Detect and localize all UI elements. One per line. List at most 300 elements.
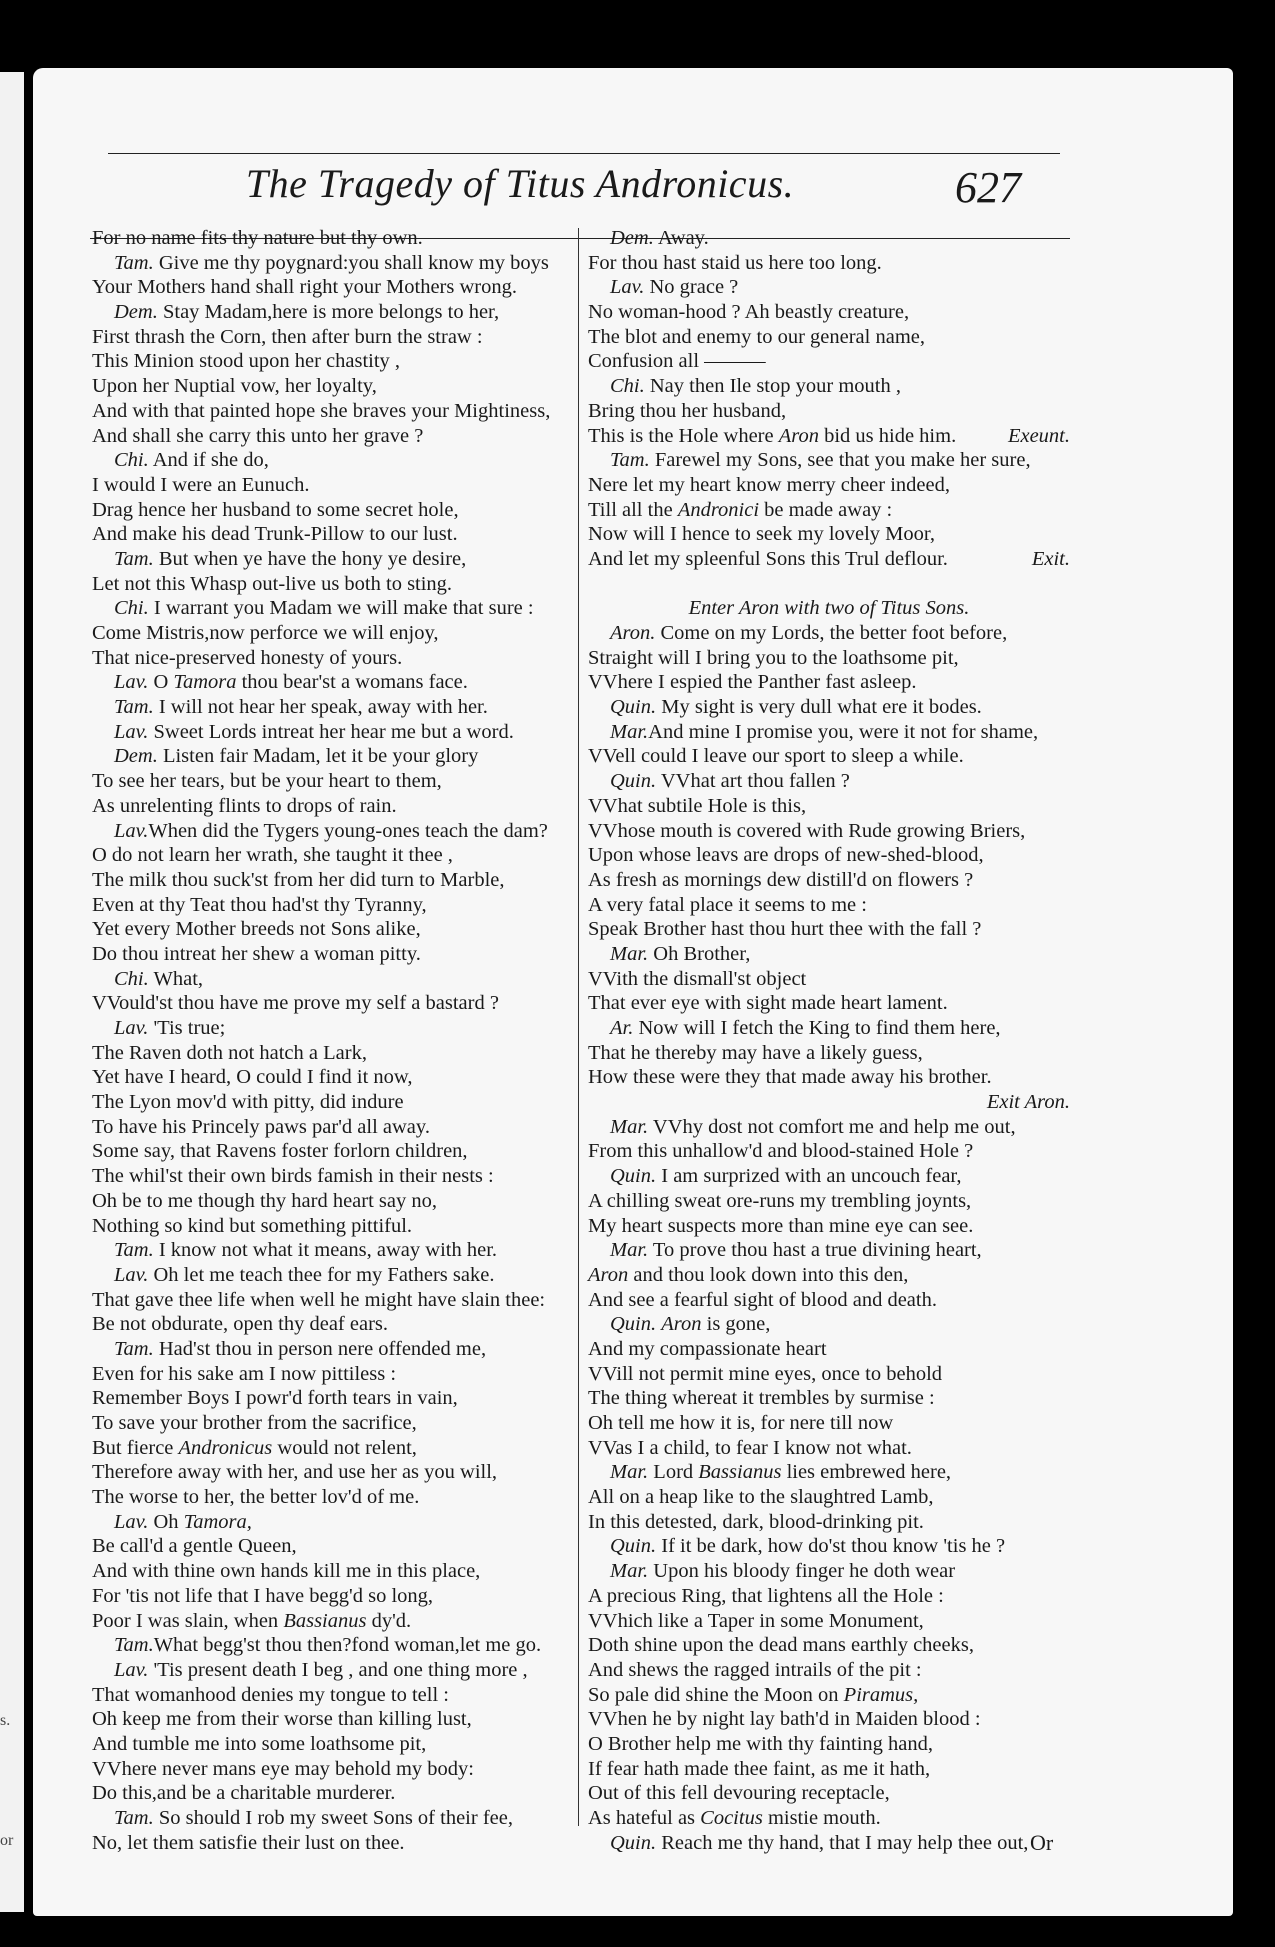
verse-text: Come on my Lords, the better foot before, [655,622,1008,644]
text-line [92,1757,572,1782]
verse-text: As hateful as [588,1807,701,1829]
verse-text: And with that painted hope she braves your Mightiness, [92,399,551,422]
verse-text: bid us hide him. [818,424,957,447]
text-line [92,275,572,300]
text-line [588,1189,1070,1214]
italic-name: Tamora [173,671,237,694]
verse-text: Upon his bloody finger he doth wear [648,1560,956,1583]
verse-text: I know not what it means, away with her. [153,1239,498,1262]
verse-text: Oh Brother, [648,942,751,965]
verse-text: Yet every Mother breeds not Sons alike, [92,918,421,941]
text-line [588,1362,1070,1387]
text-line [588,1584,1070,1609]
verse-text: VVhat subtile Hole is this, [588,794,807,817]
text-line [588,744,1070,769]
text-line [92,1337,572,1362]
italic-name: Andronici [677,498,760,521]
verse-text: No, let them satisfie their lust on thee. [92,1831,405,1854]
verse-text: All on a heap like to the slaughtred Lamb, [588,1486,934,1509]
verse-text: Oh [148,1510,184,1533]
verse-text: Oh be to me though thy hard heart say no, [92,1189,438,1212]
verse-text: And shews the ragged intrails of the pit : [588,1658,922,1681]
text-line [92,695,572,720]
verse-text: To see her tears, but be your heart to them, [92,770,442,793]
speaker-name: Ar. [610,1017,634,1039]
catchword: Or [1030,1830,1054,1855]
text-line [92,1707,572,1732]
verse-text: VVhere I espied the Panther fast asleep. [588,671,917,694]
verse-text: To have his Princely paws par'd all away. [92,1115,430,1138]
text-line [92,1238,572,1263]
text-line [92,1683,572,1708]
verse-text: Oh tell me how it is, for nere till now [588,1412,894,1434]
verse-text: lies embrewed here, [781,1461,952,1484]
verse-text: Give me thy poygnard:you shall know my boys [153,251,549,274]
text-line [92,1732,572,1757]
text-line [588,572,1070,597]
text-line [588,1806,1070,1831]
text-line [588,1238,1070,1263]
verse-text: First thrash the Corn, then after burn the straw : [92,325,483,348]
text-line [588,300,1070,325]
verse-text: As unrelenting flints to drops of rain. [92,794,397,817]
verse-text: Your Mothers hand shall right your Mothers wrong. [92,276,517,299]
verse-text: 'Tis present death I beg , and one thing more , [148,1658,528,1681]
speaker-name: Chi. [114,967,149,990]
text-line [588,1831,1070,1856]
margin-fragment: s. [0,1712,11,1729]
text-line [92,1559,572,1584]
verse-text: Stay Madam,here is more belongs to her, [157,301,500,324]
verse-text: I warrant you Madam we will make that sure : [148,597,534,620]
verse-text: That he thereby may have a likely guess, [588,1041,923,1064]
text-line [588,1411,1070,1436]
verse-text: That womanhood denies my tongue to tell : [92,1683,449,1706]
verse-text: As fresh as mornings dew distill'd on flowers ? [588,868,974,891]
speaker-name: Lav. [114,1510,149,1533]
text-line [588,769,1070,794]
speaker-name: Lav. [610,276,645,299]
verse-text: Now will I hence to seek my lovely Moor, [588,523,936,546]
text-line [92,251,572,276]
verse-text: For thou hast staid us here too long. [588,251,882,274]
verse-text: When did the Tygers young-ones teach the dam? [148,819,548,842]
speaker-name: Quin. [610,1313,657,1336]
text-line [92,596,572,621]
exit-direction: Exit Aron. [986,1091,1070,1114]
speaker-name: Tam. [114,696,154,719]
text-line [588,843,1070,868]
verse-text: If it be dark, how do'st thou know 'tis he ? [656,1535,1006,1558]
text-line [588,967,1070,992]
verse-text: Remember Boys I powr'd forth tears in vain, [92,1387,458,1410]
verse-text: No woman-hood ? Ah beastly creature, [588,301,910,324]
speaker-name: Chi. [114,449,149,472]
verse-text: And tumble me into some loathsome pit, [92,1732,427,1755]
text-line [92,1115,572,1140]
text-line [588,547,1070,572]
verse-text: VVould'st thou have me prove my self a bastard ? [92,992,499,1015]
verse-text: For 'tis not life that I have begg'd so long, [92,1584,434,1607]
verse-text: A chilling sweat ore-runs my trembling joynts, [588,1189,972,1212]
verse-text: 'Tis true; [148,1017,226,1039]
text-line [92,1510,572,1535]
text-line [588,1288,1070,1313]
text-line [92,670,572,695]
text-line [92,399,572,424]
verse-text: I am surprized with an uncouch fear, [656,1165,962,1188]
speaker-name: Lav. [114,1017,149,1039]
text-line [588,893,1070,918]
verse-text: I will not hear her speak, away with her. [153,696,488,719]
text-line [588,325,1070,350]
text-line [92,1016,572,1041]
text-line [92,1436,572,1461]
verse-text: From this unhallow'd and blood-stained Hole ? [588,1140,974,1163]
verse-text: Upon whose leavs are drops of new-shed-blood, [588,844,984,867]
text-line [588,1139,1070,1164]
text-line [588,1460,1070,1485]
speaker-name: Mar. [610,1115,649,1138]
verse-text: A precious Ring, that lightens all the Hole : [588,1584,944,1607]
speaker-name: Quin. [610,1535,657,1558]
verse-text: Reach me thy hand, that I may help thee out, [656,1831,1029,1854]
verse-text: Be not obdurate, open thy deaf ears. [92,1313,389,1336]
text-line [92,424,572,449]
text-line [588,794,1070,819]
verse-text: VVas I a child, to fear I know not what. [588,1436,912,1459]
verse-text: The Lyon mov'd with pitty, did indure [92,1091,404,1114]
text-line [588,498,1070,523]
speaker-name: Quin. [610,1831,657,1854]
verse-text: But fierce [92,1436,179,1459]
verse-text: The milk thou suck'st from her did turn to Marble, [92,868,505,891]
verse-text: Even at thy Teat thou had'st thy Tyranny, [92,893,427,916]
speaker-name: Dem. [610,227,654,249]
verse-text: O [148,671,174,694]
verse-text: VVhich like a Taper in some Monument, [588,1609,924,1632]
exit-direction: Exeunt. [1007,424,1070,447]
text-line [92,794,572,819]
verse-text: The whil'st their own birds famish in their nests : [92,1165,494,1188]
text-line [92,744,572,769]
verse-text: The Raven doth not hatch a Lark, [92,1041,367,1064]
text-line [588,670,1070,695]
text-line [588,1164,1070,1189]
text-line [588,942,1070,967]
text-line [588,399,1070,424]
text-line [92,843,572,868]
text-line [92,448,572,473]
text-line [588,1534,1070,1559]
text-line [92,1658,572,1683]
text-line [92,349,572,374]
text-line [92,1781,572,1806]
text-line [92,1065,572,1090]
speaker-name: Dem. [114,745,158,768]
verse-text: VVill not permit mine eyes, once to behold [588,1362,943,1385]
text-line [92,1362,572,1387]
verse-text: Poor I was slain, when [92,1609,284,1632]
speaker-name: Mar. [610,1239,649,1262]
italic-name: Cocitus [700,1807,763,1829]
verse-text: The thing whereat it trembles by surmise : [588,1387,935,1410]
text-line [92,522,572,547]
text-line [92,942,572,967]
verse-text: To save your brother from the sacrifice, [92,1412,417,1434]
italic-name: Tamora, [183,1510,252,1533]
speaker-name: Dem. [114,301,158,324]
verse-text: Nothing so kind but something pittiful. [92,1214,413,1237]
text-line [92,1164,572,1189]
verse-text: Drag hence her husband to some secret hole, [92,498,459,521]
verse-text: Be call'd a gentle Queen, [92,1535,297,1558]
speaker-name: Lav. [114,720,149,743]
verse-text: Listen fair Madam, let it be your glory [157,745,479,768]
text-line [588,646,1070,671]
speaker-name: Tam. [114,1337,154,1360]
text-line [92,720,572,745]
verse-text: Nay then Ile stop your mouth , [644,375,901,398]
verse-text: What begg'st thou then?fond woman,let me go. [153,1634,542,1657]
speaker-name: Aron. [610,622,656,644]
text-line [588,1781,1070,1806]
text-line [588,1041,1070,1066]
right-text-column [588,226,1070,1855]
verse-text: Confusion all ——— [588,350,766,373]
speaker-name: Mar. [610,1560,649,1583]
page-title: The Tragedy of Titus Andronicus. [245,161,795,206]
verse-text: VVhy dost not comfort me and help me out, [648,1115,1016,1138]
verse-text: That nice-preserved honesty of yours. [92,646,403,669]
text-line [92,572,572,597]
column-divider [578,228,579,1826]
verse-text: That gave thee life when well he might have slain thee: [92,1288,546,1311]
speaker-name: Lav. [114,819,149,842]
italic-name: Andronicus [178,1436,273,1459]
text-line [588,1436,1070,1461]
text-line [92,769,572,794]
verse-text: This Minion stood upon her chastity , [92,350,401,373]
speaker-name: Tam. [114,547,154,570]
text-line [588,1658,1070,1683]
text-line [588,473,1070,498]
text-line [92,917,572,942]
verse-text: And my compassionate heart [588,1337,827,1360]
verse-text: That ever eye with sight made heart lament. [588,992,948,1015]
stage-direction: Enter Aron with two of Titus Sons. [688,597,970,620]
verse-text: What, [148,967,204,990]
verse-text: The worse to her, the better lov'd of me. [92,1486,420,1509]
speaker-name: Tam. [114,1239,154,1262]
text-line [92,1485,572,1510]
verse-text: Upon her Nuptial vow, her loyalty, [92,375,377,398]
text-line [92,1633,572,1658]
text-line [588,868,1070,893]
verse-text: be made away : [759,498,893,521]
verse-text: O Brother help me with thy fainting hand, [588,1732,934,1755]
verse-text: Nere let my heart know merry cheer indeed, [588,473,951,496]
text-line [588,621,1070,646]
speaker-name: Quin. [610,770,657,793]
verse-text: Therefore away with her, and use her as you will, [92,1461,498,1484]
speaker-name: Quin. [610,1165,657,1188]
verse-text: And shall she carry this unto her grave ? [92,424,424,447]
speaker-name: Quin. [610,696,657,719]
text-line [92,325,572,350]
text-line [588,1707,1070,1732]
text-line [92,893,572,918]
italic-name: Aron [661,1313,702,1336]
verse-text: Oh keep me from their worse than killing lust, [92,1708,472,1731]
verse-text: VVhere never mans eye may behold my body: [92,1757,474,1780]
verse-text: Away. [653,227,709,249]
speaker-name: Lav. [114,1263,149,1286]
italic-name: Aron [588,1263,629,1286]
exit-direction: Exit. [1031,547,1070,570]
verse-text: And mine I promise you, were it not for shame, [648,720,1039,743]
text-line [588,720,1070,745]
verse-text: And let my spleenful Sons this Trul deflour. [588,547,948,570]
verse-text: For no name fits thy nature but thy own. [92,227,423,249]
text-line [92,1139,572,1164]
text-line [92,819,572,844]
text-line [588,1214,1070,1239]
text-line [588,1633,1070,1658]
text-line [588,695,1070,720]
verse-text: Do this,and be a charitable murderer. [92,1782,396,1805]
verse-text: A very fatal place it seems to me : [588,893,867,916]
verse-text: In this detested, dark, blood-drinking pit. [588,1510,924,1533]
verse-text: No grace ? [644,276,739,299]
text-line [588,448,1070,473]
italic-name: Bassianus [698,1461,782,1484]
text-line [92,498,572,523]
text-line [588,275,1070,300]
verse-text: To prove thou hast a true divining heart, [648,1239,982,1262]
text-line [92,1460,572,1485]
verse-text: Lord [648,1461,699,1484]
text-line [92,473,572,498]
text-line [92,1288,572,1313]
verse-text: Bring thou her husband, [588,399,787,422]
verse-text: O do not learn her wrath, she taught it thee , [92,844,453,867]
text-line [588,1312,1070,1337]
text-line [92,547,572,572]
italic-name: Aron [778,424,819,447]
speaker-name: Tam. [114,251,154,274]
verse-text: would not relent, [272,1436,417,1459]
speaker-name: Mar. [610,720,649,743]
previous-page-edge [0,72,24,1912]
verse-text: This is the Hole where [588,424,779,447]
left-text-column [92,226,572,1855]
text-line [588,1016,1070,1041]
text-line [92,1214,572,1239]
verse-text: Out of this fell devouring receptacle, [588,1782,890,1805]
text-line [92,1609,572,1634]
verse-text: Now will I fetch the King to find them here, [633,1017,1001,1039]
verse-text: Till all the [588,498,678,521]
verse-text: But when ye have the hony ye desire, [153,547,467,570]
text-line [588,424,1070,449]
verse-text: Let not this Whasp out-live us both to sting. [92,572,453,595]
verse-text: VVell could I leave our sport to sleep a while. [588,745,964,768]
verse-text: VVhat art thou fallen ? [656,770,850,793]
text-line [92,226,572,251]
verse-text: And see a fearful sight of blood and death. [588,1288,937,1311]
verse-text: Straight will I bring you to the loathsome pit, [588,646,959,669]
text-line [92,1831,572,1856]
text-line [588,1065,1070,1090]
text-line [92,621,572,646]
speaker-name: Tam. [114,1634,154,1657]
verse-text: Yet have I heard, O could I find it now, [92,1066,413,1089]
text-line [588,1115,1070,1140]
text-line [92,1090,572,1115]
text-line [588,349,1070,374]
verse-text: How these were they that made away his brother. [588,1066,992,1089]
verse-text: I would I were an Eunuch. [92,473,310,496]
speaker-name: Tam. [610,449,650,472]
text-line [588,1386,1070,1411]
text-line [92,646,572,671]
italic-name: Piramus, [843,1683,919,1706]
text-line [588,1559,1070,1584]
verse-text: My heart suspects more than mine eye can see. [588,1214,974,1237]
text-line [92,1584,572,1609]
verse-text: Doth shine upon the dead mans earthly cheeks, [588,1634,974,1657]
text-line [588,522,1070,547]
text-line [92,1189,572,1214]
margin-fragment: or [0,1832,14,1849]
text-line [588,1510,1070,1535]
text-line [92,967,572,992]
speaker-name: Tam. [114,1807,154,1829]
text-line [588,917,1070,942]
speaker-name: Chi. [114,597,149,620]
text-line [92,374,572,399]
speaker-name: Mar. [610,1461,649,1484]
text-line [588,374,1070,399]
text-line [92,300,572,325]
verse-text: Farewel my Sons, see that you make her sure, [649,449,1031,472]
italic-name: Bassianus [283,1609,367,1632]
text-line [92,1386,572,1411]
text-line [92,1806,572,1831]
page-number: 627 [955,163,1021,212]
verse-text: And if she do, [148,449,269,472]
verse-text: Some say, that Ravens foster forlorn children, [92,1140,468,1163]
text-line [92,1411,572,1436]
text-line [588,1263,1070,1288]
text-line [92,1312,572,1337]
text-line [92,1534,572,1559]
text-line [588,1485,1070,1510]
verse-text: My sight is very dull what ere it bodes. [656,696,982,719]
verse-text: Had'st thou in person nere offended me, [153,1337,487,1360]
text-line [588,991,1070,1016]
verse-text: Do thou intreat her shew a woman pitty. [92,942,421,965]
text-line [588,251,1070,276]
speaker-name: Lav. [114,671,149,694]
text-line [588,1732,1070,1757]
verse-text: VVith the dismall'st object [588,967,807,990]
verse-text: Sweet Lords intreat her hear me but a word. [148,720,514,743]
verse-text: is gone, [701,1313,771,1336]
verse-text: Speak Brother hast thou hurt thee with the fall ? [588,918,982,941]
verse-text: VVhose mouth is covered with Rude growing Briers, [588,819,1026,842]
